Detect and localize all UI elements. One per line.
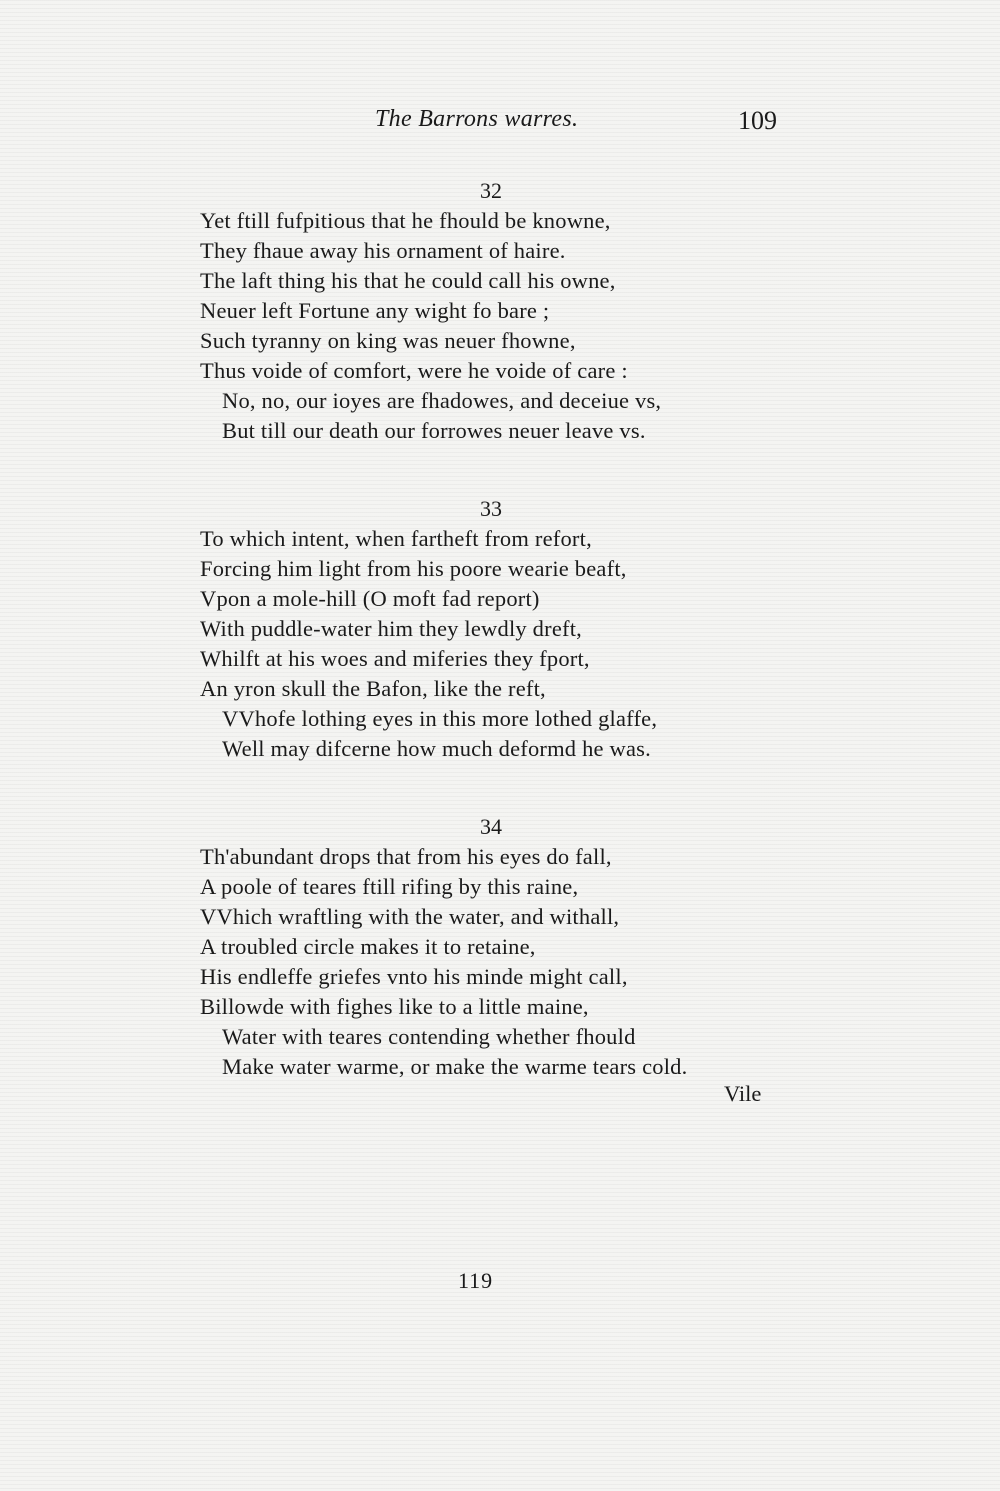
- verse-line: Well may difcerne how much deformd he was.: [222, 736, 651, 761]
- verse-line: VVhich wraftling with the water, and withall,: [200, 904, 620, 929]
- verse-line: Billowde with fighes like to a little maine,: [200, 994, 589, 1019]
- verse-line: Th'abundant drops that from his eyes do fall,: [200, 844, 612, 869]
- verse-line: The laft thing his that he could call his owne,: [200, 268, 616, 293]
- verse-line: His endleffe griefes vnto his minde might call,: [200, 964, 628, 989]
- verse-line: A poole of teares ftill rifing by this raine,: [200, 874, 579, 899]
- verse-line: With puddle-water him they lewdly dreft,: [200, 616, 582, 641]
- verse-line: To which intent, when fartheft from refort,: [200, 526, 592, 551]
- folio-number: 119: [458, 1268, 494, 1293]
- verse-line: Vpon a mole-hill (O moft fad report): [200, 586, 540, 611]
- verse-line: Make water warme, or make the warme tears cold.: [222, 1054, 688, 1079]
- verse-line: VVhofe lothing eyes in this more lothed glaffe,: [222, 706, 658, 731]
- verse-line: Thus voide of comfort, were he voide of care :: [200, 358, 628, 383]
- verse-line: An yron skull the Bafon, like the reft,: [200, 676, 546, 701]
- stanza-number: 34: [480, 814, 502, 839]
- running-title: The Barrons warres.: [375, 106, 579, 132]
- verse-line: But till our death our forrowes neuer leave vs.: [222, 418, 646, 443]
- verse-line: Such tyranny on king was neuer fhowne,: [200, 328, 576, 353]
- catchword: Vile: [724, 1081, 762, 1106]
- verse-line: Water with teares contending whether fhould: [222, 1024, 636, 1049]
- verse-line: No, no, our ioyes are fhadowes, and deceiue vs,: [222, 388, 662, 413]
- page-number: 109: [738, 106, 777, 135]
- stanza-number: 32: [480, 178, 502, 203]
- verse-line: They fhaue away his ornament of haire.: [200, 238, 566, 263]
- verse-line: Forcing him light from his poore wearie beaft,: [200, 556, 627, 581]
- verse-line: Neuer left Fortune any wight fo bare ;: [200, 298, 550, 323]
- verse-line: Yet ftill fufpitious that he fhould be knowne,: [200, 208, 611, 233]
- stanza-number: 33: [480, 496, 502, 521]
- verse-line: Whilft at his woes and miferies they fport,: [200, 646, 590, 671]
- verse-line: A troubled circle makes it to retaine,: [200, 934, 536, 959]
